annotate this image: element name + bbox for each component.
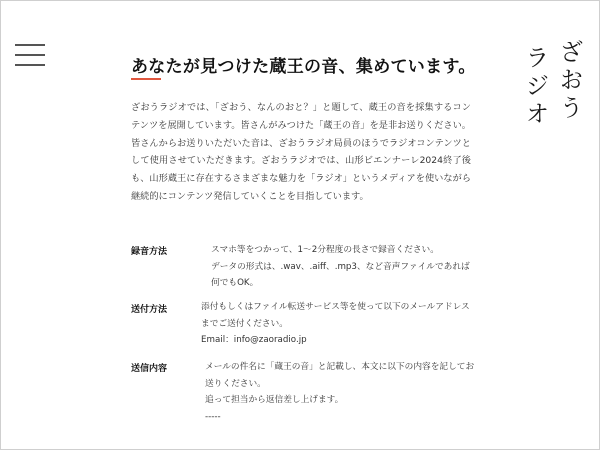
detail-label: 送信内容 [131,364,168,374]
detail-line: 添付もしくはファイル転送サービス等を使って以下のメールアドレスまでご送付ください。 [201,302,470,329]
menu-bar [15,64,45,66]
menu-bar [15,44,45,46]
detail-line: ----- [205,411,221,422]
detail-line: スマホ等をつかって、1〜2分程度の長さで録音ください。 [211,245,439,255]
detail-value [201,299,476,349]
site-logo[interactable] [517,39,587,139]
detail-label: 録音方法 [131,247,168,257]
detail-value [205,359,477,425]
title-underline [131,78,161,80]
menu-bar [15,54,45,56]
detail-line: 追って担当から返信差し上げます。 [205,395,344,405]
logo-text-radio: ラジオ [521,45,549,129]
hamburger-icon[interactable] [15,44,45,66]
intro-text [131,99,471,206]
logo-text-zaou: ざおう [555,39,583,123]
detail-label: 送付方法 [131,305,168,315]
detail-line: メールの件名に「蔵王の音」と記載し、本文に以下の内容を記してお送りください。 [205,362,475,389]
intro-paragraph: ざおうラジオでは、「ざおう、なんのおと？」と題して、蔵王の音を採集するコンテンツを展開しています。皆さんがみつけた「蔵王の音」を是非お送りください。皆さんからお送りいただいた音は、ざおうラジオ局員のほうでラジオコンテンツとして使用させていただきます。ざおうラジオでは、山形ビエンナーレ2024終了後も、山形蔵王に存在するさまざまな魅力を「ラジオ」というメディアを使いながら継続的にコンテンツ発信していくことを目指しています。 [131,102,471,202]
detail-value [211,242,476,292]
page-title: あなたが見つけた蔵王の音、集めています。 [131,57,476,78]
email-address[interactable]: Email：info@zaoradio.jp [201,335,307,345]
detail-line: データの形式は、.wav、.aiff、.mp3、など音声ファイルであれば何でもOK。 [211,261,470,288]
